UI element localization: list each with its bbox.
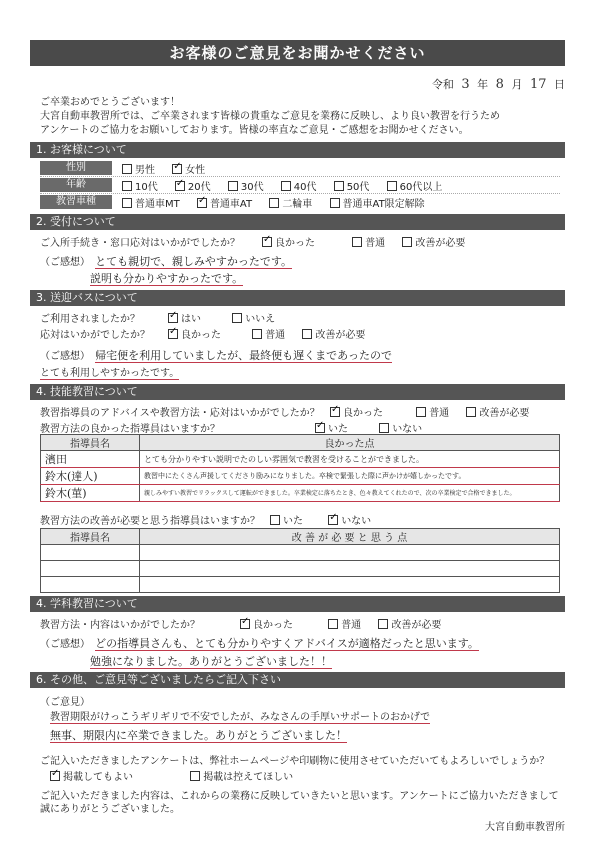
section-heading: 2. 受付について [30,214,565,230]
option-label: 良かった [343,408,383,419]
checkbox-checked[interactable] [240,619,250,629]
bus-q1 [40,310,560,325]
closing-text [40,790,560,816]
section-heading: 3. 送迎バスについて [30,290,565,306]
classroom-comment [40,632,479,651]
age-label: 年齢 [40,178,112,192]
customer-info [40,160,560,210]
checkbox-checked[interactable] [328,515,338,525]
intro-line: ご卒業おめでとうございます！ [40,97,180,108]
option-label: 掲載してもよい [63,772,133,783]
table-row [41,577,560,593]
question-text: 教習指導員のアドバイスや教習方法・応対はいかがでしたか？ [40,408,320,419]
option-label: 40代 [293,181,317,193]
option-label: 良かった [181,330,221,341]
checkbox-checked[interactable] [172,164,182,174]
checkbox-checked[interactable] [175,181,185,191]
option-label: 改善が必要 [415,238,466,249]
checkbox[interactable] [302,329,312,339]
table-row [41,468,560,485]
checkbox[interactable] [352,237,362,247]
option-label: 10代 [135,181,158,193]
option-label: 60代以上 [399,181,443,193]
section-heading: 4. 学科教習について [30,596,565,612]
table-row [41,545,560,561]
date-month-unit: 月 [511,78,523,91]
checkbox[interactable] [328,619,338,629]
checkbox[interactable] [466,407,476,417]
option-label: 男性 [135,164,155,176]
school-name: 大宮自動車教習所 [485,822,565,833]
section-heading: 4. 技能教習について [30,384,565,400]
date-year-unit: 年 [477,78,489,91]
table-header: 指導員名 [41,529,140,545]
option-label: 普通 [265,330,286,341]
table-row [41,451,560,468]
option-label: 普通 [341,620,362,631]
date-day-unit: 日 [554,78,565,91]
checkbox[interactable] [252,329,262,339]
table-header: 改 善 が 必 要 と 思 う 点 [140,529,560,545]
question-text: 教習方法の良かった指導員はいますか？ [40,424,220,435]
checkbox[interactable] [270,515,280,525]
option-label: 改善が必要 [479,408,530,419]
skills-q2 [40,420,560,435]
checkbox-checked[interactable] [315,423,325,433]
section-heading: 6. その他、ご意見等ございましたらご記入下さい [30,672,565,688]
instructor-name: 鈴木(菫) [41,485,140,502]
option-label: いいえ [245,314,276,325]
handwritten-comment: とても利用しやすかったです。 [40,368,180,379]
handwritten-comment: 勉強になりました。ありがとうございました！！ [90,655,332,668]
option-label: 30代 [240,181,264,193]
checkbox-checked[interactable] [197,198,207,208]
intro-text [40,96,500,138]
date-day: 17 [529,77,547,92]
option-label: 改善が必要 [391,620,442,631]
date-year: 3 [461,77,470,92]
checkbox[interactable] [122,198,132,208]
option-label: 普通 [429,408,450,419]
question-text: ご利用されましたか？ [40,314,140,325]
instructor-name: 濱田 [41,451,140,468]
handwritten-comment: 教習期限がけっこうギリギリで不安でしたが、みなさんの手厚いサポートのおかげで [50,712,430,723]
option-label: 普通車AT [209,198,253,210]
gender-label: 性別 [40,161,112,175]
checkbox[interactable] [281,181,291,191]
good-instructor-table [40,434,560,502]
comment-label: （ご感想） [40,351,90,362]
closing-line: 誠にありがとうございました。 [40,804,180,815]
option-label: 普通車AT限定解除 [342,198,425,210]
checkbox-checked[interactable] [262,237,272,247]
option-label: 女性 [185,164,206,176]
handwritten-comment: 説明も分かりやすかったです。 [90,272,244,285]
checkbox[interactable] [228,181,238,191]
option-label: 良かった [253,620,293,631]
checkbox[interactable] [416,407,426,417]
checkbox[interactable] [232,313,242,323]
instructor-name: 鈴木(達人) [41,468,140,485]
question-text: 教習方法の改善が必要と思う指導員はいますか？ [40,516,260,527]
option-label: いた [328,424,348,435]
skills-q3 [40,512,560,527]
course-label: 教習車種 [40,195,112,209]
checkbox[interactable] [334,181,344,191]
checkbox[interactable] [402,237,412,247]
table-header: 指導員名 [41,435,140,451]
checkbox[interactable] [122,164,132,174]
intro-line: アンケートのご協力をお願いしております。皆様の率直なご意見・ご感想をお聞かせください。 [40,125,469,136]
bus-q2 [40,326,560,341]
checkbox[interactable] [122,181,132,191]
comment-label: （ご感想） [40,639,90,650]
question-text: 応対はいかがでしたか？ [40,330,150,341]
option-label: 改善が必要 [315,330,366,341]
table-row [41,561,560,577]
checkbox[interactable] [379,423,389,433]
checkbox[interactable] [190,771,200,781]
intro-line: 大宮自動車教習所では、ご卒業されます皆様の貴重なご意見を業務に反映し、より良い教習を行うため [40,111,500,122]
reception-question [40,234,560,249]
good-point: 親しみやすい教習でリラックスして運転ができました。卒業検定に落ちたとき、色々教えてくれたので、次の卒業検定で合格できました。 [140,485,560,502]
option-label: 20代 [187,181,211,193]
checkbox-checked[interactable] [50,771,60,781]
handwritten-comment: 無事、期限内に卒業できました。ありがとうございました！ [50,729,347,742]
classroom-question [40,616,560,631]
option-label: 普通車MT [135,198,180,210]
table-row [41,485,560,502]
good-point: 教習中にたくさん声援してくださり励みになりました。卒検で緊張した際に声かけが嬉しかったです。 [140,468,560,485]
option-label: 50代 [346,181,370,193]
option-label: いない [392,424,423,435]
option-label: はい [181,314,201,325]
consent-question [40,752,560,767]
table-header: 良かった点 [140,435,560,451]
option-label: いた [283,516,303,527]
page-title: お客様のご意見をお聞かせください [30,40,565,66]
consent-options [50,768,307,783]
question-text: ご記入いただきましたアンケートは、弊社ホームページや印刷物に使用させていただいてもよろしいでしょうか？ [40,756,550,767]
date-month: 8 [495,77,504,92]
option-label: 二輪車 [282,198,313,210]
closing-line: ご記入いただきました内容は、これからの業務に反映していきたいと思います。アンケートにご協力いただきまして [40,791,559,802]
checkbox[interactable] [378,619,388,629]
section-heading: 1. お客様について [30,142,565,158]
comment-label: （ご感想） [40,257,90,268]
checkbox-checked[interactable] [168,329,178,339]
option-label: 良かった [275,238,315,249]
question-text: 教習方法・内容はいかがでしたか？ [40,620,200,631]
handwritten-comment: とても親切で、親しみやすかったです。 [95,255,292,268]
date-era: 令和 [431,78,454,91]
good-point: とても分かりやすい説明でたのしい雰囲気で教習を受けることができました。 [140,451,560,468]
option-label: 掲載は控えてほしい [203,772,294,783]
checkbox[interactable] [387,181,397,191]
checkbox-checked[interactable] [168,313,178,323]
comment-label: （ご意見） [40,697,90,708]
handwritten-comment: 帰宅便を利用していましたが、最終便も遅くまであったので [95,349,392,362]
checkbox[interactable] [269,198,279,208]
date [432,76,565,92]
option-label: 普通 [365,238,386,249]
question-text: ご入所手続き・窓口応対はいかがでしたか？ [40,238,240,249]
handwritten-comment: どの指導員さんも、とても分かりやすくアドバイスが適格だったと思います。 [95,637,479,650]
checkbox[interactable] [330,198,340,208]
option-label: いない [341,516,372,527]
checkbox-checked[interactable] [330,407,340,417]
skills-q1 [40,404,560,419]
improvement-table [40,528,560,593]
